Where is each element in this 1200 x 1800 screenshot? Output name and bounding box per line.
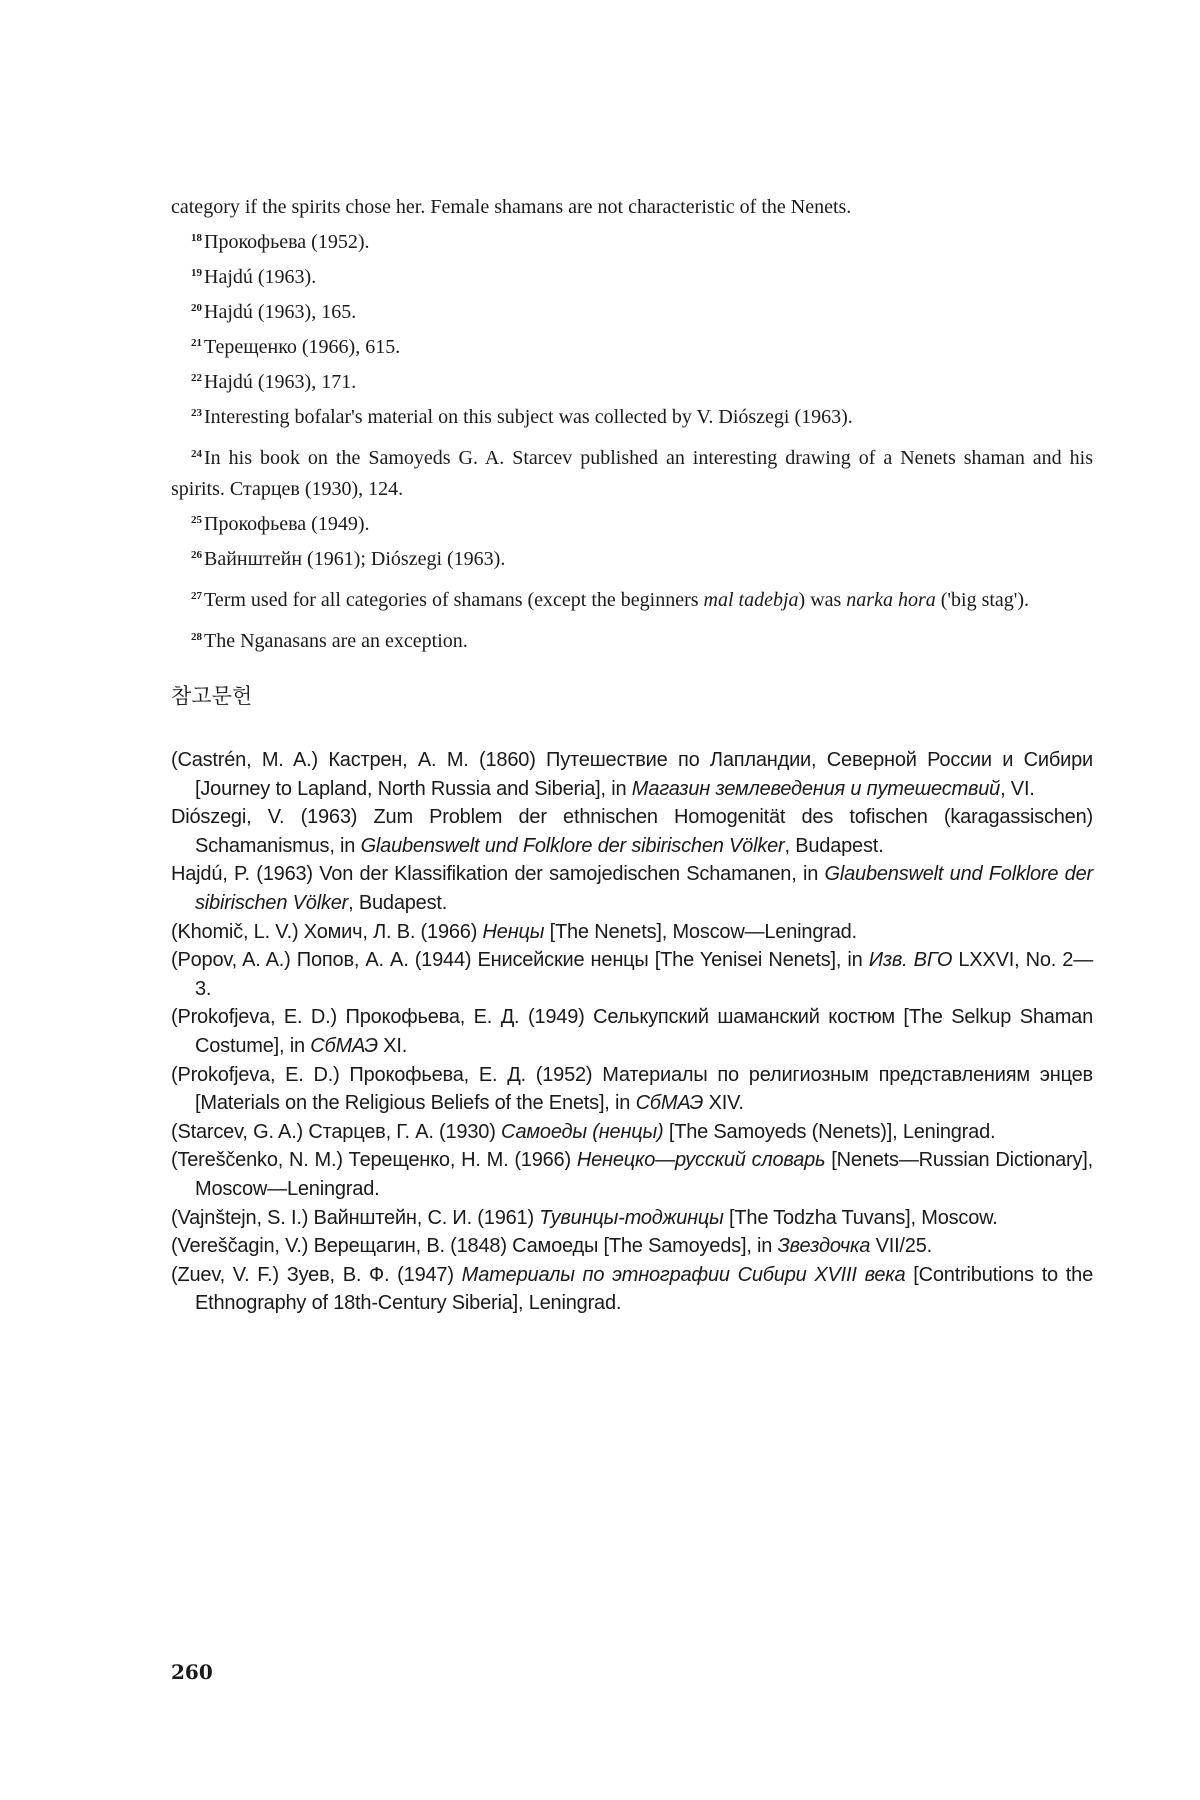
- italic-title: Тувинцы-тоджинцы: [539, 1206, 724, 1229]
- footnote-number: 20: [191, 302, 202, 314]
- text-segment: (Popov, A. A.) Попов, А. А. (1944) Енисейские ненцы [The Yenisei Nenets], in: [171, 949, 869, 972]
- text-segment: [Nenets—Russian Dictionary], Moscow—Leningrad.: [195, 1149, 1094, 1200]
- footnote: [171, 540, 1093, 575]
- page-number: 260: [171, 1660, 213, 1684]
- footnote-number: 22: [191, 372, 202, 384]
- footnote: [171, 258, 1093, 293]
- text-segment: (Starcev, G. A.) Старцев, Г. А. (1930): [171, 1120, 502, 1143]
- footnote-number: 19: [191, 267, 202, 279]
- bibliography-heading: 참고문헌: [171, 684, 253, 708]
- italic-title: Изв. ВГО: [868, 949, 953, 972]
- italic-title: Материалы по этнографии Сибири XVIII века: [461, 1263, 906, 1286]
- footnote: [171, 363, 1093, 398]
- footnote: [171, 192, 1093, 223]
- footnotes: [171, 192, 1093, 657]
- footnote: [171, 223, 1093, 258]
- text-segment: VII/25.: [870, 1235, 932, 1258]
- bibliography: [171, 746, 1093, 1318]
- text-segment: The Nganasans are an exception.: [204, 630, 468, 652]
- footnote-number: 27: [191, 590, 202, 602]
- text-segment: (Castrén, M. A.) Кастрен, А. М. (1860) Путешествие по Лапландии, Северной России и Сибири [Journey to Lapland, North Russia and Siberia], in: [171, 749, 1093, 800]
- text-segment: [The Samoyeds (Nenets)], Leningrad.: [663, 1120, 996, 1143]
- italic-title: Glaubenswelt und Folklore der sibirischen Völker: [360, 834, 785, 857]
- footnote: [171, 505, 1093, 540]
- text-segment: ) was: [798, 589, 847, 611]
- text-segment: Term used for all categories of shamans (except the beginners: [204, 589, 704, 611]
- text-segment: Hajdú (1963), 171.: [204, 371, 357, 393]
- footnote-number: 26: [191, 549, 202, 561]
- text-segment: (Vereščagin, V.) Верещагин, В. (1848) Самоеды [The Samoyeds], in: [171, 1235, 778, 1258]
- text-segment: In his book on the Samoyeds G. A. Starcev published an interesting drawing of a Nenets shaman and his spirits. Старцев (1930), 124.: [171, 447, 1093, 500]
- bibliography-entry: [171, 918, 1093, 947]
- text-segment: , Budapest.: [348, 891, 448, 914]
- italic-title: СбМАЭ: [635, 1092, 704, 1115]
- footnote: [171, 439, 1093, 505]
- footnote-number: 24: [191, 448, 202, 460]
- bibliography-entry: [171, 1003, 1093, 1060]
- footnote: [171, 328, 1093, 363]
- text-segment: ('big stag').: [935, 589, 1030, 611]
- text-segment: Hajdú (1963).: [204, 266, 317, 288]
- text-segment: category if the spirits chose her. Female shamans are not characteristic of the Nenets.: [171, 196, 852, 218]
- text-segment: Hajdú, P. (1963) Von der Klassifikation der samojedischen Schamanen, in: [171, 863, 825, 886]
- text-segment: Diószegi, V. (1963) Zum Problem der ethnischen Homogenität des tofischen (karagassischen) Schamanismus, in: [171, 806, 1093, 857]
- italic-title: Магазин землеведения и путешествий: [631, 777, 1001, 800]
- italic-title: Glaubenswelt und Folklore der sibirischen Völker: [195, 863, 1093, 914]
- footnote-number: 28: [191, 631, 202, 643]
- text-segment: Interesting bofalar's material on this subject was collected by V. Diószegi (1963).: [204, 406, 853, 428]
- italic-title: Ненцы: [482, 920, 545, 943]
- italic-title: narka hora: [846, 589, 936, 611]
- bibliography-entry: [171, 1146, 1093, 1203]
- text-segment: Hajdú (1963), 165.: [204, 301, 357, 323]
- footnote-number: 21: [191, 337, 202, 349]
- italic-title: СбМАЭ: [310, 1034, 378, 1057]
- text-segment: , Budapest.: [784, 834, 884, 857]
- italic-title: Звездочка: [777, 1235, 871, 1258]
- text-segment: LXXVI, No. 2—3.: [195, 949, 1094, 1000]
- footnote: [171, 622, 1093, 657]
- text-segment: (Khomič, L. V.) Хомич, Л. В. (1966): [171, 920, 483, 943]
- footnote: [171, 398, 1093, 433]
- bibliography-entry: [171, 860, 1093, 917]
- text-segment: Терещенко (1966), 615.: [204, 336, 401, 358]
- italic-title: Ненецко—русский словарь: [576, 1149, 826, 1172]
- text-segment: [The Todzha Tuvans], Moscow.: [723, 1206, 998, 1229]
- text-segment: (Prokofjeva, E. D.) Прокофьева, Е. Д. (1949) Селькупский шаманский костюм [The Selkup Shaman Costume], in: [171, 1006, 1093, 1057]
- bibliography-entry: [171, 1261, 1093, 1318]
- bibliography-entry: [171, 946, 1093, 1003]
- text-segment: (Prokofjeva, E. D.) Прокофьева, Е. Д. (1952) Материалы по религиозным представлениям энцев [Materials on the Religious Beliefs of the Enets], in: [171, 1063, 1093, 1115]
- bibliography-entry: [171, 1061, 1093, 1118]
- text-segment: [Contributions to the Ethnography of 18th-Century Siberia], Leningrad.: [195, 1263, 1093, 1315]
- text-segment: Прокофьева (1952).: [204, 231, 370, 253]
- bibliography-entry: [171, 1118, 1093, 1147]
- text-segment: (Vajnštejn, S. I.) Вайнштейн, С. И. (1961): [171, 1206, 540, 1229]
- bibliography-entry: [171, 1204, 1093, 1233]
- text-segment: Прокофьева (1949).: [204, 513, 370, 535]
- text-segment: XI.: [377, 1034, 408, 1057]
- footnote-number: 23: [191, 407, 202, 419]
- text-segment: [The Nenets], Moscow—Leningrad.: [544, 920, 857, 943]
- text-segment: XIV.: [703, 1092, 744, 1115]
- text-segment: , VI.: [1000, 777, 1035, 800]
- italic-title: Самоеды (ненцы): [501, 1120, 664, 1143]
- text-segment: Вайнштейн (1961); Diószegi (1963).: [204, 548, 506, 570]
- text-segment: (Tereščenko, N. M.) Терещенко, Н. М. (1966): [171, 1149, 577, 1172]
- footnote: [171, 293, 1093, 328]
- bibliography-entry: [171, 803, 1093, 860]
- text-segment: (Zuev, V. F.) Зуев, В. Ф. (1947): [171, 1263, 462, 1286]
- bibliography-entry: [171, 746, 1093, 803]
- footnote: [171, 581, 1093, 616]
- bibliography-entry: [171, 1232, 1093, 1261]
- footnote-number: 25: [191, 514, 202, 526]
- footnote-number: 18: [191, 232, 202, 244]
- italic-title: mal tadebja: [703, 589, 799, 611]
